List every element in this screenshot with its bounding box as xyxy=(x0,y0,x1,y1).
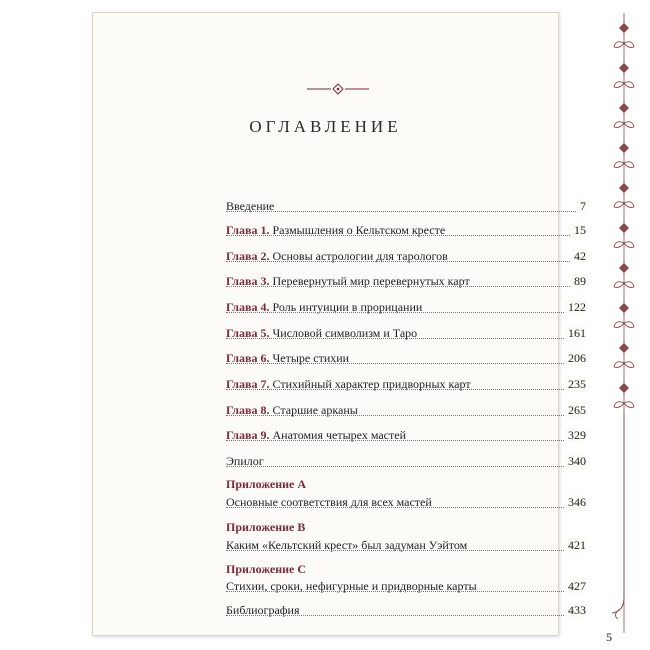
toc-entry[interactable] xyxy=(226,274,586,294)
toc-page-number: 235 xyxy=(565,377,586,392)
toc-entry-title: Четыре стихии xyxy=(272,351,350,365)
toc-page-number: 346 xyxy=(565,495,586,510)
ornamental-border-icon xyxy=(608,13,640,633)
toc-entry-title: Эпилог xyxy=(226,454,264,468)
toc-page-number: 161 xyxy=(565,326,586,341)
dot-leader xyxy=(226,389,586,390)
chapter-number: Глава 9. xyxy=(226,428,270,442)
toc-entry[interactable] xyxy=(226,428,586,448)
toc-entry-title: Введение xyxy=(226,199,275,213)
toc-entry[interactable] xyxy=(226,223,586,243)
toc-entry[interactable] xyxy=(226,199,586,219)
book-page xyxy=(92,12,612,644)
toc-entry[interactable] xyxy=(226,377,586,397)
toc-entry[interactable] xyxy=(226,249,586,269)
toc-page-number: 89 xyxy=(571,274,586,289)
dot-leader xyxy=(226,363,586,364)
toc-entry-title: Числовой символизм и Таро xyxy=(272,326,418,340)
toc-entry[interactable] xyxy=(226,300,586,320)
toc-entry[interactable] xyxy=(226,495,586,515)
toc-page-number: 421 xyxy=(565,538,586,553)
toc-entry[interactable] xyxy=(226,454,586,474)
toc-page-number: 42 xyxy=(571,249,586,264)
toc-entry-title: Роль интуиции в прорицании xyxy=(272,300,423,314)
dot-leader xyxy=(226,550,586,551)
page-title: ОГЛАВЛЕНИЕ xyxy=(249,117,402,136)
toc-entry[interactable] xyxy=(226,579,586,599)
dot-leader xyxy=(226,235,586,236)
toc-entry-title: Старшие арканы xyxy=(272,403,358,417)
dot-leader xyxy=(226,338,586,339)
toc-entry-title: Стихии, сроки, нефигурные и придворные карты xyxy=(226,579,480,594)
toc-entry[interactable] xyxy=(226,403,586,423)
appendix-heading: Приложение А xyxy=(226,477,307,491)
dot-leader xyxy=(226,211,586,212)
toc-entry[interactable] xyxy=(226,351,586,371)
toc-entry-title: Основные соответствия для всех мастей xyxy=(226,495,435,510)
dot-leader xyxy=(226,615,586,616)
toc-page-number: 15 xyxy=(571,223,586,238)
toc-page-number: 122 xyxy=(565,300,586,315)
chapter-number: Глава 1. xyxy=(226,223,270,237)
toc-page-number: 427 xyxy=(565,579,586,594)
toc-page-number: 329 xyxy=(565,428,586,443)
dot-leader xyxy=(226,312,586,313)
dot-leader xyxy=(226,591,586,592)
dot-leader xyxy=(226,466,586,467)
ornament-divider-icon xyxy=(307,83,369,95)
toc-entry-title: Перевернутый мир перевернутых карт xyxy=(272,274,470,288)
toc-entry-title: Библиография xyxy=(226,603,303,618)
appendix-heading: Приложение В xyxy=(226,520,306,534)
appendix-heading: Приложение С xyxy=(226,562,307,576)
toc-entry-title: Каким «Кельтский крест» был задуман Уэйтом xyxy=(226,538,470,553)
toc-entry-title: Основы астрологии для тарологов xyxy=(272,249,448,263)
dot-leader xyxy=(226,440,586,441)
chapter-number: Глава 2. xyxy=(226,249,270,263)
toc-page-number: 340 xyxy=(565,454,586,469)
dot-leader xyxy=(226,286,586,287)
toc-entry[interactable] xyxy=(226,326,586,346)
toc-entry[interactable] xyxy=(226,538,586,558)
toc-page-number: 7 xyxy=(577,199,586,214)
chapter-number: Глава 4. xyxy=(226,300,270,314)
dot-leader xyxy=(226,415,586,416)
dot-leader xyxy=(226,261,586,262)
chapter-number: Глава 7. xyxy=(226,377,270,391)
toc-page-number: 265 xyxy=(565,403,586,418)
chapter-number: Глава 3. xyxy=(226,274,270,288)
chapter-number: Глава 6. xyxy=(226,351,270,365)
chapter-number: Глава 8. xyxy=(226,403,270,417)
toc-page-number: 433 xyxy=(565,603,586,618)
toc-entry[interactable] xyxy=(226,603,586,623)
dot-leader xyxy=(226,507,586,508)
toc-entry-title: Анатомия четырех мастей xyxy=(272,428,406,442)
toc-page-number: 206 xyxy=(565,351,586,366)
chapter-number: Глава 5. xyxy=(226,326,270,340)
toc-entry-title: Стихийный характер придворных карт xyxy=(272,377,471,391)
toc-entry-title: Размышления о Кельтском кресте xyxy=(272,223,446,237)
page-number: 5 xyxy=(606,630,612,644)
